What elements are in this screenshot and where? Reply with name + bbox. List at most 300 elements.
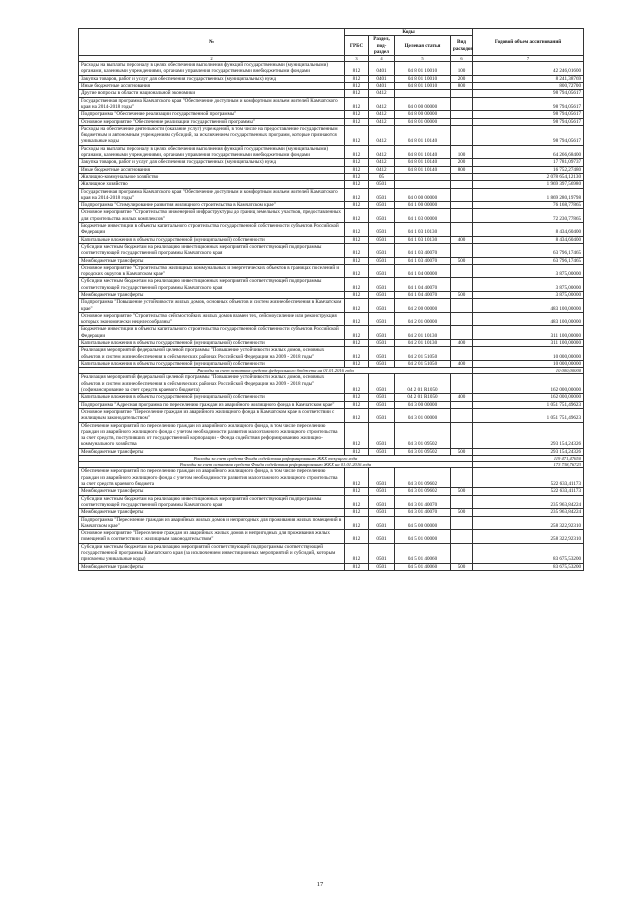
note-text: Расходы за счет остатков средств Фонда содействия реформированию ЖКХ на 01.01.2016 года bbox=[79, 462, 473, 468]
row-grbs: 812 bbox=[345, 488, 369, 495]
row-section: 0501 bbox=[369, 563, 395, 570]
row-grbs: 812 bbox=[345, 468, 369, 488]
row-section: 0501 bbox=[369, 181, 395, 188]
row-name: Субсидии местным бюджетам на реализацию инвестиционных мероприятий соответствующей подпрограммы соответствующей государственной программы Камчатского края bbox=[79, 495, 345, 509]
table-row bbox=[79, 202, 584, 209]
row-section: 0501 bbox=[369, 202, 395, 209]
row-type bbox=[451, 111, 473, 118]
row-type bbox=[451, 125, 473, 145]
row-type: 200 bbox=[451, 75, 473, 82]
row-grbs: 812 bbox=[345, 75, 369, 82]
table-row bbox=[79, 145, 584, 159]
row-grbs: 812 bbox=[345, 360, 369, 367]
row-type: 500 bbox=[451, 448, 473, 455]
row-name: Межбюджетные трансферты bbox=[79, 509, 345, 516]
row-amount: 8 434,60400 bbox=[473, 236, 584, 243]
table-row bbox=[79, 188, 584, 202]
row-target bbox=[395, 173, 451, 180]
row-amount: 17 781,09737 bbox=[473, 159, 584, 166]
row-type bbox=[451, 173, 473, 180]
row-target: 04 1 03 40070 bbox=[395, 257, 451, 264]
row-type: 200 bbox=[451, 159, 473, 166]
table-row bbox=[79, 243, 584, 257]
row-target: 04 3 00 00000 bbox=[395, 401, 451, 408]
row-amount: 10 000,00000 bbox=[473, 347, 584, 361]
row-grbs: 812 bbox=[345, 83, 369, 90]
row-section: 0501 bbox=[369, 264, 395, 278]
row-name: Расходы на обеспечение деятельности (оказание услуг) учреждений, в том числе на предоставление государственным бюджетным и автономным учреждениям субсидий, за исключением государственных программ, которые признаются уникальные коды bbox=[79, 125, 345, 145]
row-grbs: 812 bbox=[345, 408, 369, 422]
row-name: Основное мероприятие "Обеспечение реализации государственной программы" bbox=[79, 118, 345, 125]
row-amount: 258 322,92310 bbox=[473, 530, 584, 544]
row-section: 0412 bbox=[369, 90, 395, 97]
table-row bbox=[79, 166, 584, 173]
table-row bbox=[79, 278, 584, 292]
row-section: 0501 bbox=[369, 257, 395, 264]
row-section: 0412 bbox=[369, 125, 395, 145]
row-grbs: 812 bbox=[345, 202, 369, 209]
row-type: 500 bbox=[451, 291, 473, 298]
row-type: 500 bbox=[451, 563, 473, 570]
row-section: 0501 bbox=[369, 374, 395, 394]
row-section: 0501 bbox=[369, 347, 395, 361]
row-name: Основное мероприятие "Переселение граждан из аварийного жилищного фонда в Камчатском крае в соответствии с жилищным законодательством" bbox=[79, 408, 345, 422]
row-type: 400 bbox=[451, 394, 473, 401]
row-grbs: 812 bbox=[345, 299, 369, 313]
page-number: 17 bbox=[316, 881, 324, 888]
row-section: 0501 bbox=[369, 394, 395, 401]
row-section: 0501 bbox=[369, 468, 395, 488]
table-row bbox=[79, 236, 584, 243]
row-type bbox=[451, 209, 473, 223]
table-row bbox=[79, 299, 584, 313]
row-amount: 162 000,00000 bbox=[473, 394, 584, 401]
row-amount: 1 051 751,49623 bbox=[473, 401, 584, 408]
row-grbs: 812 bbox=[345, 188, 369, 202]
row-section: 0501 bbox=[369, 209, 395, 223]
table-row bbox=[79, 118, 584, 125]
table-row bbox=[79, 530, 584, 544]
row-target: 04 3 01 40070 bbox=[395, 495, 451, 509]
row-name: Межбюджетные трансферты bbox=[79, 488, 345, 495]
row-grbs: 812 bbox=[345, 111, 369, 118]
header-amount: Годовой объем ассигнований bbox=[473, 29, 584, 56]
row-section: 0501 bbox=[369, 188, 395, 202]
table-row bbox=[79, 97, 584, 111]
row-amount: 293 154,24326 bbox=[473, 422, 584, 448]
row-target: 04 1 00 00000 bbox=[395, 202, 451, 209]
row-grbs: 812 bbox=[345, 495, 369, 509]
row-section: 0401 bbox=[369, 83, 395, 90]
table-row bbox=[79, 563, 584, 570]
row-name: Капитальные вложения в объекты государственной (муниципальной) собственности bbox=[79, 394, 345, 401]
table-row bbox=[79, 257, 584, 264]
table-row bbox=[79, 408, 584, 422]
row-target: 04 8 01 10140 bbox=[395, 125, 451, 145]
row-section: 0501 bbox=[369, 488, 395, 495]
table-row bbox=[79, 83, 584, 90]
row-target: 04 1 04 40070 bbox=[395, 291, 451, 298]
row-name: Закупка товаров, работ и услуг для обеспечения государственных (муниципальных) нужд bbox=[79, 159, 345, 166]
row-grbs: 812 bbox=[345, 326, 369, 340]
row-name: Государственная программа Камчатского края "Обеспечение доступным и комфортным жильем жителей Камчатского края на 2014-2018 годы" bbox=[79, 188, 345, 202]
row-type bbox=[451, 401, 473, 408]
row-section: 0501 bbox=[369, 340, 395, 347]
table-row bbox=[79, 326, 584, 340]
row-amount: 1 869 280,19798 bbox=[473, 188, 584, 202]
row-grbs: 812 bbox=[345, 543, 369, 563]
table-row bbox=[79, 159, 584, 166]
table-row bbox=[79, 209, 584, 223]
table-row bbox=[79, 374, 584, 394]
row-target: 04 8 01 10010 bbox=[395, 75, 451, 82]
row-grbs: 812 bbox=[345, 62, 369, 76]
row-section: 0501 bbox=[369, 299, 395, 313]
row-section: 0401 bbox=[369, 75, 395, 82]
table-row bbox=[79, 62, 584, 76]
row-type: 100 bbox=[451, 62, 473, 76]
index-cell: 2 bbox=[79, 56, 345, 62]
row-grbs: 812 bbox=[345, 209, 369, 223]
header-type: Вид расходов bbox=[451, 36, 473, 56]
row-amount: 83 675,53200 bbox=[473, 543, 584, 563]
row-grbs: 812 bbox=[345, 509, 369, 516]
row-type: 400 bbox=[451, 236, 473, 243]
row-section: 0501 bbox=[369, 326, 395, 340]
table-row bbox=[79, 401, 584, 408]
note-amount: 119 471,47650 bbox=[473, 456, 584, 462]
row-amount: 63 796,17465 bbox=[473, 257, 584, 264]
row-target: 04 1 03 40070 bbox=[395, 243, 451, 257]
row-amount: 483 100,00000 bbox=[473, 312, 584, 326]
row-amount: 98 794,05617 bbox=[473, 97, 584, 111]
row-target: 04 1 03 10130 bbox=[395, 236, 451, 243]
row-type: 500 bbox=[451, 509, 473, 516]
row-section: 0501 bbox=[369, 530, 395, 544]
row-grbs: 812 bbox=[345, 236, 369, 243]
row-section: 0501 bbox=[369, 291, 395, 298]
row-name: Межбюджетные трансферты bbox=[79, 563, 345, 570]
row-target: 04 8 01 10140 bbox=[395, 159, 451, 166]
row-name: Бюджетные инвестиции в объекты капитального строительства государственной собственности субъектов Российской Федерации bbox=[79, 326, 345, 340]
table-row bbox=[79, 111, 584, 118]
row-section: 0501 bbox=[369, 236, 395, 243]
row-target: 04 3 01 09602 bbox=[395, 468, 451, 488]
row-type: 800 bbox=[451, 166, 473, 173]
row-name: Межбюджетные трансферты bbox=[79, 257, 345, 264]
table-row bbox=[79, 394, 584, 401]
row-type: 400 bbox=[451, 340, 473, 347]
row-target: 04 8 01 10140 bbox=[395, 145, 451, 159]
row-name: Расходы на выплаты персоналу в целях обеспечения выполнения функций государственными (муниципальными) органами, казенными учреждениями, органами управления государственными внебюджетными фондами bbox=[79, 145, 345, 159]
row-target: 04 1 04 40070 bbox=[395, 278, 451, 292]
table-row bbox=[79, 448, 584, 455]
row-amount: 293 154,24326 bbox=[473, 448, 584, 455]
row-name: Субсидии местным бюджетам на реализацию инвестиционных мероприятий соответствующей подпрограммы соответствующей государственной программы Камчатского края bbox=[79, 243, 345, 257]
row-target bbox=[395, 90, 451, 97]
row-amount: 1 969 397,56980 bbox=[473, 181, 584, 188]
row-amount: 483 100,00000 bbox=[473, 299, 584, 313]
row-name: Другие вопросы в области национальной экономики bbox=[79, 90, 345, 97]
row-grbs: 812 bbox=[345, 394, 369, 401]
row-target: 04 3 01 09502 bbox=[395, 448, 451, 455]
row-grbs: 812 bbox=[345, 173, 369, 180]
row-name: Субсидии местным бюджетам на реализацию инвестиционных мероприятий соответствующей подпрограммы соответствующей государственной программы Камчатского края bbox=[79, 278, 345, 292]
row-amount: 98 794,05617 bbox=[473, 111, 584, 118]
row-target: 04 0 00 00000 bbox=[395, 188, 451, 202]
row-section: 0501 bbox=[369, 312, 395, 326]
row-amount: 8 241,38769 bbox=[473, 75, 584, 82]
row-section: 0501 bbox=[369, 509, 395, 516]
row-target: 04 3 01 09502 bbox=[395, 422, 451, 448]
header-grbs: ГРБС bbox=[345, 36, 369, 56]
row-target: 04 5 01 40060 bbox=[395, 543, 451, 563]
row-amount: 72 230,77865 bbox=[473, 209, 584, 223]
row-target: 04 8 01 10140 bbox=[395, 166, 451, 173]
row-grbs: 812 bbox=[345, 125, 369, 145]
row-type bbox=[451, 530, 473, 544]
row-grbs: 812 bbox=[345, 159, 369, 166]
row-type bbox=[451, 188, 473, 202]
row-grbs: 812 bbox=[345, 145, 369, 159]
index-cell: 7 bbox=[473, 56, 584, 62]
row-type bbox=[451, 181, 473, 188]
row-type bbox=[451, 347, 473, 361]
note-text: Расходы за счет остатков средств федерального бюджета на 01.01.2016 года bbox=[79, 368, 473, 374]
row-name: Подпрограмма "Адресная программа по переселению граждан из аварийного жилищного фонда в Камчатском крае" bbox=[79, 401, 345, 408]
row-name: Основное мероприятие "Строительство жилищных коммунальных и энергетических объектов в границах поселений и городских округов в Камчатском крае" bbox=[79, 264, 345, 278]
row-name: Основное мероприятие "Строительство инженерной инфраструктуры до границ земельных участков, предоставленных для строительства жилых комплексов" bbox=[79, 209, 345, 223]
row-target: 04 8 01 10010 bbox=[395, 62, 451, 76]
row-amount: 16 752,27480 bbox=[473, 166, 584, 173]
row-name: Иные бюджетные ассигнования bbox=[79, 83, 345, 90]
table-body bbox=[79, 62, 584, 571]
index-cell: 6 bbox=[451, 56, 473, 62]
row-grbs: 812 bbox=[345, 223, 369, 237]
row-target: 04 8 01 00000 bbox=[395, 118, 451, 125]
budget-page bbox=[78, 28, 583, 571]
header-number: № bbox=[79, 29, 345, 56]
table-row bbox=[79, 347, 584, 361]
row-target: 04 2 01 00000 bbox=[395, 312, 451, 326]
row-type: 500 bbox=[451, 257, 473, 264]
row-amount: 258 322,92310 bbox=[473, 516, 584, 530]
row-section: 0501 bbox=[369, 408, 395, 422]
table-row bbox=[79, 340, 584, 347]
row-type bbox=[451, 468, 473, 488]
row-target: 04 5 01 40060 bbox=[395, 563, 451, 570]
row-type bbox=[451, 374, 473, 394]
row-amount: 2 078 654,12130 bbox=[473, 173, 584, 180]
row-grbs: 812 bbox=[345, 530, 369, 544]
row-grbs: 812 bbox=[345, 181, 369, 188]
row-target: 04 3 01 00000 bbox=[395, 408, 451, 422]
row-amount: 3 875,00000 bbox=[473, 264, 584, 278]
row-name: Межбюджетные трансферты bbox=[79, 291, 345, 298]
row-amount: 98 794,05617 bbox=[473, 125, 584, 145]
row-name: Капитальные вложения в объекты государственной (муниципальной) собственности bbox=[79, 236, 345, 243]
row-name: Жилищно-коммунальное хозяйство bbox=[79, 173, 345, 180]
row-section: 0501 bbox=[369, 223, 395, 237]
row-section: 0501 bbox=[369, 448, 395, 455]
table-row bbox=[79, 516, 584, 530]
row-amount: 3 875,00000 bbox=[473, 291, 584, 298]
header-section: Раздел, под-раздел bbox=[369, 36, 395, 56]
row-target: 04 2 00 00000 bbox=[395, 299, 451, 313]
row-name: Капитальные вложения в объекты государственной (муниципальной) собственности bbox=[79, 340, 345, 347]
row-section: 0501 bbox=[369, 495, 395, 509]
row-section: 05 bbox=[369, 173, 395, 180]
row-grbs: 812 bbox=[345, 243, 369, 257]
row-type bbox=[451, 118, 473, 125]
row-section: 0501 bbox=[369, 278, 395, 292]
row-type bbox=[451, 264, 473, 278]
row-amount: 522 633,41173 bbox=[473, 488, 584, 495]
row-target: 04 3 01 40070 bbox=[395, 509, 451, 516]
table-row bbox=[79, 422, 584, 448]
row-type bbox=[451, 408, 473, 422]
row-type bbox=[451, 202, 473, 209]
header-row-1 bbox=[79, 29, 584, 36]
header-codes: Коды bbox=[345, 29, 473, 36]
row-grbs: 812 bbox=[345, 448, 369, 455]
row-name: Реализация мероприятий федеральной целевой программы "Повышение устойчивости жилых домов, основных объектов и систем жизнеобеспечения в сейсмических районах Российской Федерации на 2009 - 2018 годы" bbox=[79, 347, 345, 361]
table-row bbox=[79, 90, 584, 97]
row-name: Закупка товаров, работ и услуг для обеспечения государственных (муниципальных) нужд bbox=[79, 75, 345, 82]
note-amount: 10 000,00000 bbox=[473, 368, 584, 374]
row-section: 0501 bbox=[369, 422, 395, 448]
row-grbs: 812 bbox=[345, 118, 369, 125]
table-row bbox=[79, 75, 584, 82]
row-section: 0412 bbox=[369, 97, 395, 111]
row-name: Реализация мероприятий федеральной целевой программы "Повышение устойчивости жилых домов, основных объектов и систем жизнеобеспечения в сейсмических районах Российской Федерации на 2009 - 2018 годы" (софинансирование за счет средств краевого бюджета) bbox=[79, 374, 345, 394]
row-grbs: 812 bbox=[345, 90, 369, 97]
table-row bbox=[79, 181, 584, 188]
row-name: Подпрограмма "Стимулирование развития жилищного строительства в Камчатском крае" bbox=[79, 202, 345, 209]
row-section: 0412 bbox=[369, 166, 395, 173]
index-cell: 4 bbox=[369, 56, 395, 62]
index-cell: 3 bbox=[345, 56, 369, 62]
table-row bbox=[79, 125, 584, 145]
row-name: Капитальные вложения в объекты государственной (муниципальной) собственности bbox=[79, 360, 345, 367]
row-target: 04 5 01 00000 bbox=[395, 530, 451, 544]
table-row bbox=[79, 173, 584, 180]
row-target: 04 3 01 09602 bbox=[395, 488, 451, 495]
table-row bbox=[79, 488, 584, 495]
row-name: Иные бюджетные ассигнования bbox=[79, 166, 345, 173]
row-amount: 235 963,84224 bbox=[473, 509, 584, 516]
header-target: Целевая статья bbox=[395, 36, 451, 56]
table-row bbox=[79, 223, 584, 237]
row-grbs: 812 bbox=[345, 563, 369, 570]
row-amount: 1 051 751,49623 bbox=[473, 408, 584, 422]
row-grbs: 812 bbox=[345, 401, 369, 408]
row-section: 0501 bbox=[369, 243, 395, 257]
row-grbs: 812 bbox=[345, 166, 369, 173]
row-amount: 8 434,60400 bbox=[473, 223, 584, 237]
row-section: 0501 bbox=[369, 360, 395, 367]
table-row bbox=[79, 312, 584, 326]
row-section: 0412 bbox=[369, 111, 395, 118]
row-grbs: 812 bbox=[345, 264, 369, 278]
row-type: 400 bbox=[451, 360, 473, 367]
row-amount: 42 246,01600 bbox=[473, 62, 584, 76]
row-grbs: 812 bbox=[345, 347, 369, 361]
table-row bbox=[79, 468, 584, 488]
row-amount: 800,72700 bbox=[473, 83, 584, 90]
table-row bbox=[79, 264, 584, 278]
row-target: 04 2 01 10130 bbox=[395, 340, 451, 347]
row-name: Основное мероприятие "Переселение граждан из аварийных жилых домов и непригодных для проживания жилых помещений в соответствии с жилищным законодательством" bbox=[79, 530, 345, 544]
row-type bbox=[451, 299, 473, 313]
row-grbs: 812 bbox=[345, 278, 369, 292]
row-name: Бюджетные инвестиции в объекты капитального строительства государственной собственности субъектов Российской Федерации bbox=[79, 223, 345, 237]
row-target: 04 2 01 51050 bbox=[395, 347, 451, 361]
row-name: Подпрограмма "Переселение граждан из аварийных жилых домов и непригодных для проживания жилых помещений в Камчатском крае" bbox=[79, 516, 345, 530]
row-grbs: 812 bbox=[345, 374, 369, 394]
row-type bbox=[451, 223, 473, 237]
note-amount: 173 738,76723 bbox=[473, 462, 584, 468]
table-row bbox=[79, 509, 584, 516]
table-row bbox=[79, 543, 584, 563]
row-type bbox=[451, 326, 473, 340]
row-type: 100 bbox=[451, 145, 473, 159]
row-target: 04 2 01 R1050 bbox=[395, 374, 451, 394]
row-type bbox=[451, 278, 473, 292]
row-name: Основное мероприятие "Строительство сейсмостойких жилых домов взамен тех, сейсмоусиление или реконструкция которых экономически нецелесообразны" bbox=[79, 312, 345, 326]
row-grbs: 812 bbox=[345, 312, 369, 326]
row-target: 04 2 01 10130 bbox=[395, 326, 451, 340]
row-name: Межбюджетные трансферты bbox=[79, 448, 345, 455]
row-amount: 98 794,05617 bbox=[473, 90, 584, 97]
row-section: 0501 bbox=[369, 516, 395, 530]
row-target: 04 8 01 10010 bbox=[395, 83, 451, 90]
row-amount: 76 168,77865 bbox=[473, 202, 584, 209]
note-text: Расходы за счет средств Фонда содействия реформированию ЖКХ текущего года bbox=[79, 456, 473, 462]
row-amount: 3 875,00000 bbox=[473, 278, 584, 292]
row-name: Подпрограмма "Повышение устойчивости жилых домов, основных объектов и систем жизнеобеспечения в Камчатском крае" bbox=[79, 299, 345, 313]
row-type bbox=[451, 97, 473, 111]
row-grbs: 812 bbox=[345, 257, 369, 264]
row-target: 04 1 04 00000 bbox=[395, 264, 451, 278]
row-name: Обеспечение мероприятий по переселению граждан из аварийного жилищного фонда, в том числе переселению граждан из аварийного жилищного фонда с учетом необходимости развития малоэтажного жилищного строительства за счет средств краевого бюджета bbox=[79, 468, 345, 488]
row-amount: 63 796,17465 bbox=[473, 243, 584, 257]
row-type bbox=[451, 543, 473, 563]
row-type bbox=[451, 422, 473, 448]
row-grbs: 812 bbox=[345, 422, 369, 448]
row-amount: 10 000,00000 bbox=[473, 360, 584, 367]
table-row bbox=[79, 360, 584, 367]
budget-table bbox=[78, 28, 584, 571]
row-target: 04 8 00 00000 bbox=[395, 111, 451, 118]
table-row bbox=[79, 291, 584, 298]
row-amount: 311 100,00000 bbox=[473, 326, 584, 340]
row-grbs: 812 bbox=[345, 516, 369, 530]
row-grbs: 812 bbox=[345, 97, 369, 111]
row-grbs: 812 bbox=[345, 291, 369, 298]
row-target: 04 2 01 51050 bbox=[395, 360, 451, 367]
row-amount: 83 675,53200 bbox=[473, 563, 584, 570]
row-amount: 162 000,00000 bbox=[473, 374, 584, 394]
row-type bbox=[451, 312, 473, 326]
row-amount: 522 633,41173 bbox=[473, 468, 584, 488]
row-section: 0501 bbox=[369, 543, 395, 563]
row-type bbox=[451, 90, 473, 97]
row-amount: 98 794,05617 bbox=[473, 118, 584, 125]
row-target: 04 1 03 00000 bbox=[395, 209, 451, 223]
row-type: 800 bbox=[451, 83, 473, 90]
row-grbs: 812 bbox=[345, 340, 369, 347]
